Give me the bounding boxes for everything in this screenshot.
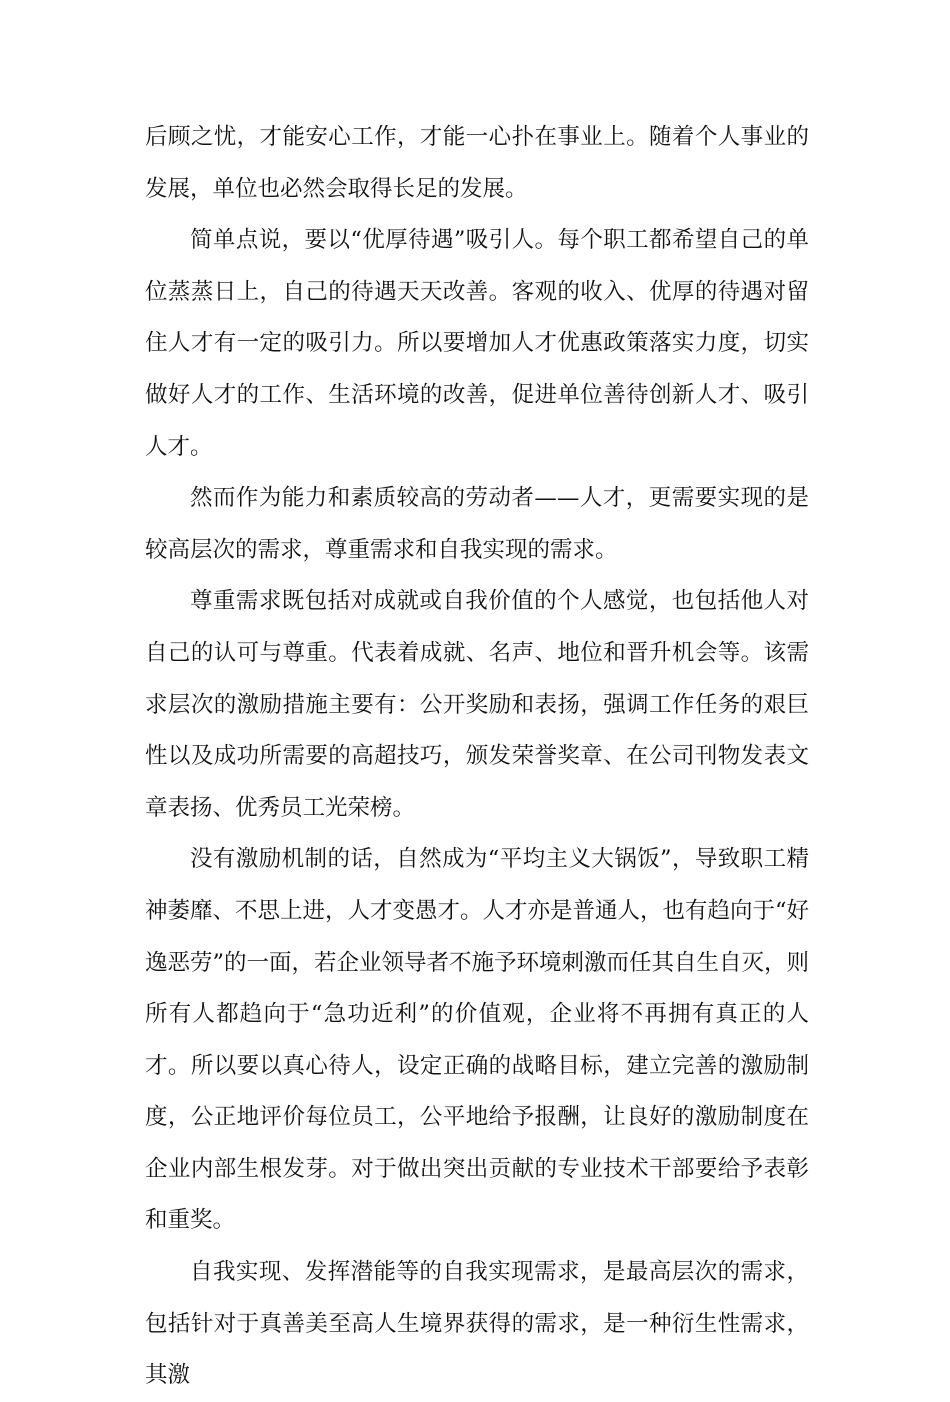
paragraph-higher-needs: 然而作为能力和素质较高的劳动者——人才，更需要实现的是较高层次的需求，尊重需求和自我实现的需求。 [145, 485, 809, 563]
paragraph-benefits: 简单点说，要以“优厚待遇”吸引人。每个职工都希望自己的单位蒸蒸日上，自己的待遇天天改善。客观的收入、优厚的待遇对留住人才有一定的吸引力。所以要增加人才优惠政策落实力度，切实做好人才的工作、生活环境的改善，促进单位善待创新人才、吸引人才。 [145, 227, 809, 460]
paragraph-continuation: 后顾之忧，才能安心工作，才能一心扑在事业上。随着个人事业的发展，单位也必然会取得长足的发展。 [145, 124, 809, 202]
paragraph-self-actualization: 自我实现、发挥潜能等的自我实现需求，是最高层次的需求，包括针对于真善美至高人生境界获得的需求，是一种衍生性需求，其激 [145, 1259, 809, 1389]
document-body [145, 112, 809, 1402]
paragraph-incentive-mechanism: 没有激励机制的话，自然成为“平均主义大锅饭”，导致职工精神萎靡、不思上进，人才变愚才。人才亦是普通人，也有趋向于“好逸恶劳”的一面，若企业领导者不施予环境刺激而任其自生自灭，则所有人都趋向于“急功近利”的价值观，企业将不再拥有真正的人才。所以要以真心待人，设定正确的战略目标，建立完善的激励制度，公正地评价每位员工，公平地给予报酬，让良好的激励制度在企业内部生根发芽。对于做出突出贡献的专业技术干部要给予表彰和重奖。 [145, 846, 810, 1234]
paragraph-respect-needs: 尊重需求既包括对成就或自我价值的个人感觉，也包括他人对自己的认可与尊重。代表着成就、名声、地位和晋升机会等。该需求层次的激励措施主要有：公开奖励和表扬，强调工作任务的艰巨性以及成功所需要的高超技巧，颁发荣誉奖章、在公司刊物发表文章表扬、优秀员工光荣榜。 [145, 588, 809, 821]
